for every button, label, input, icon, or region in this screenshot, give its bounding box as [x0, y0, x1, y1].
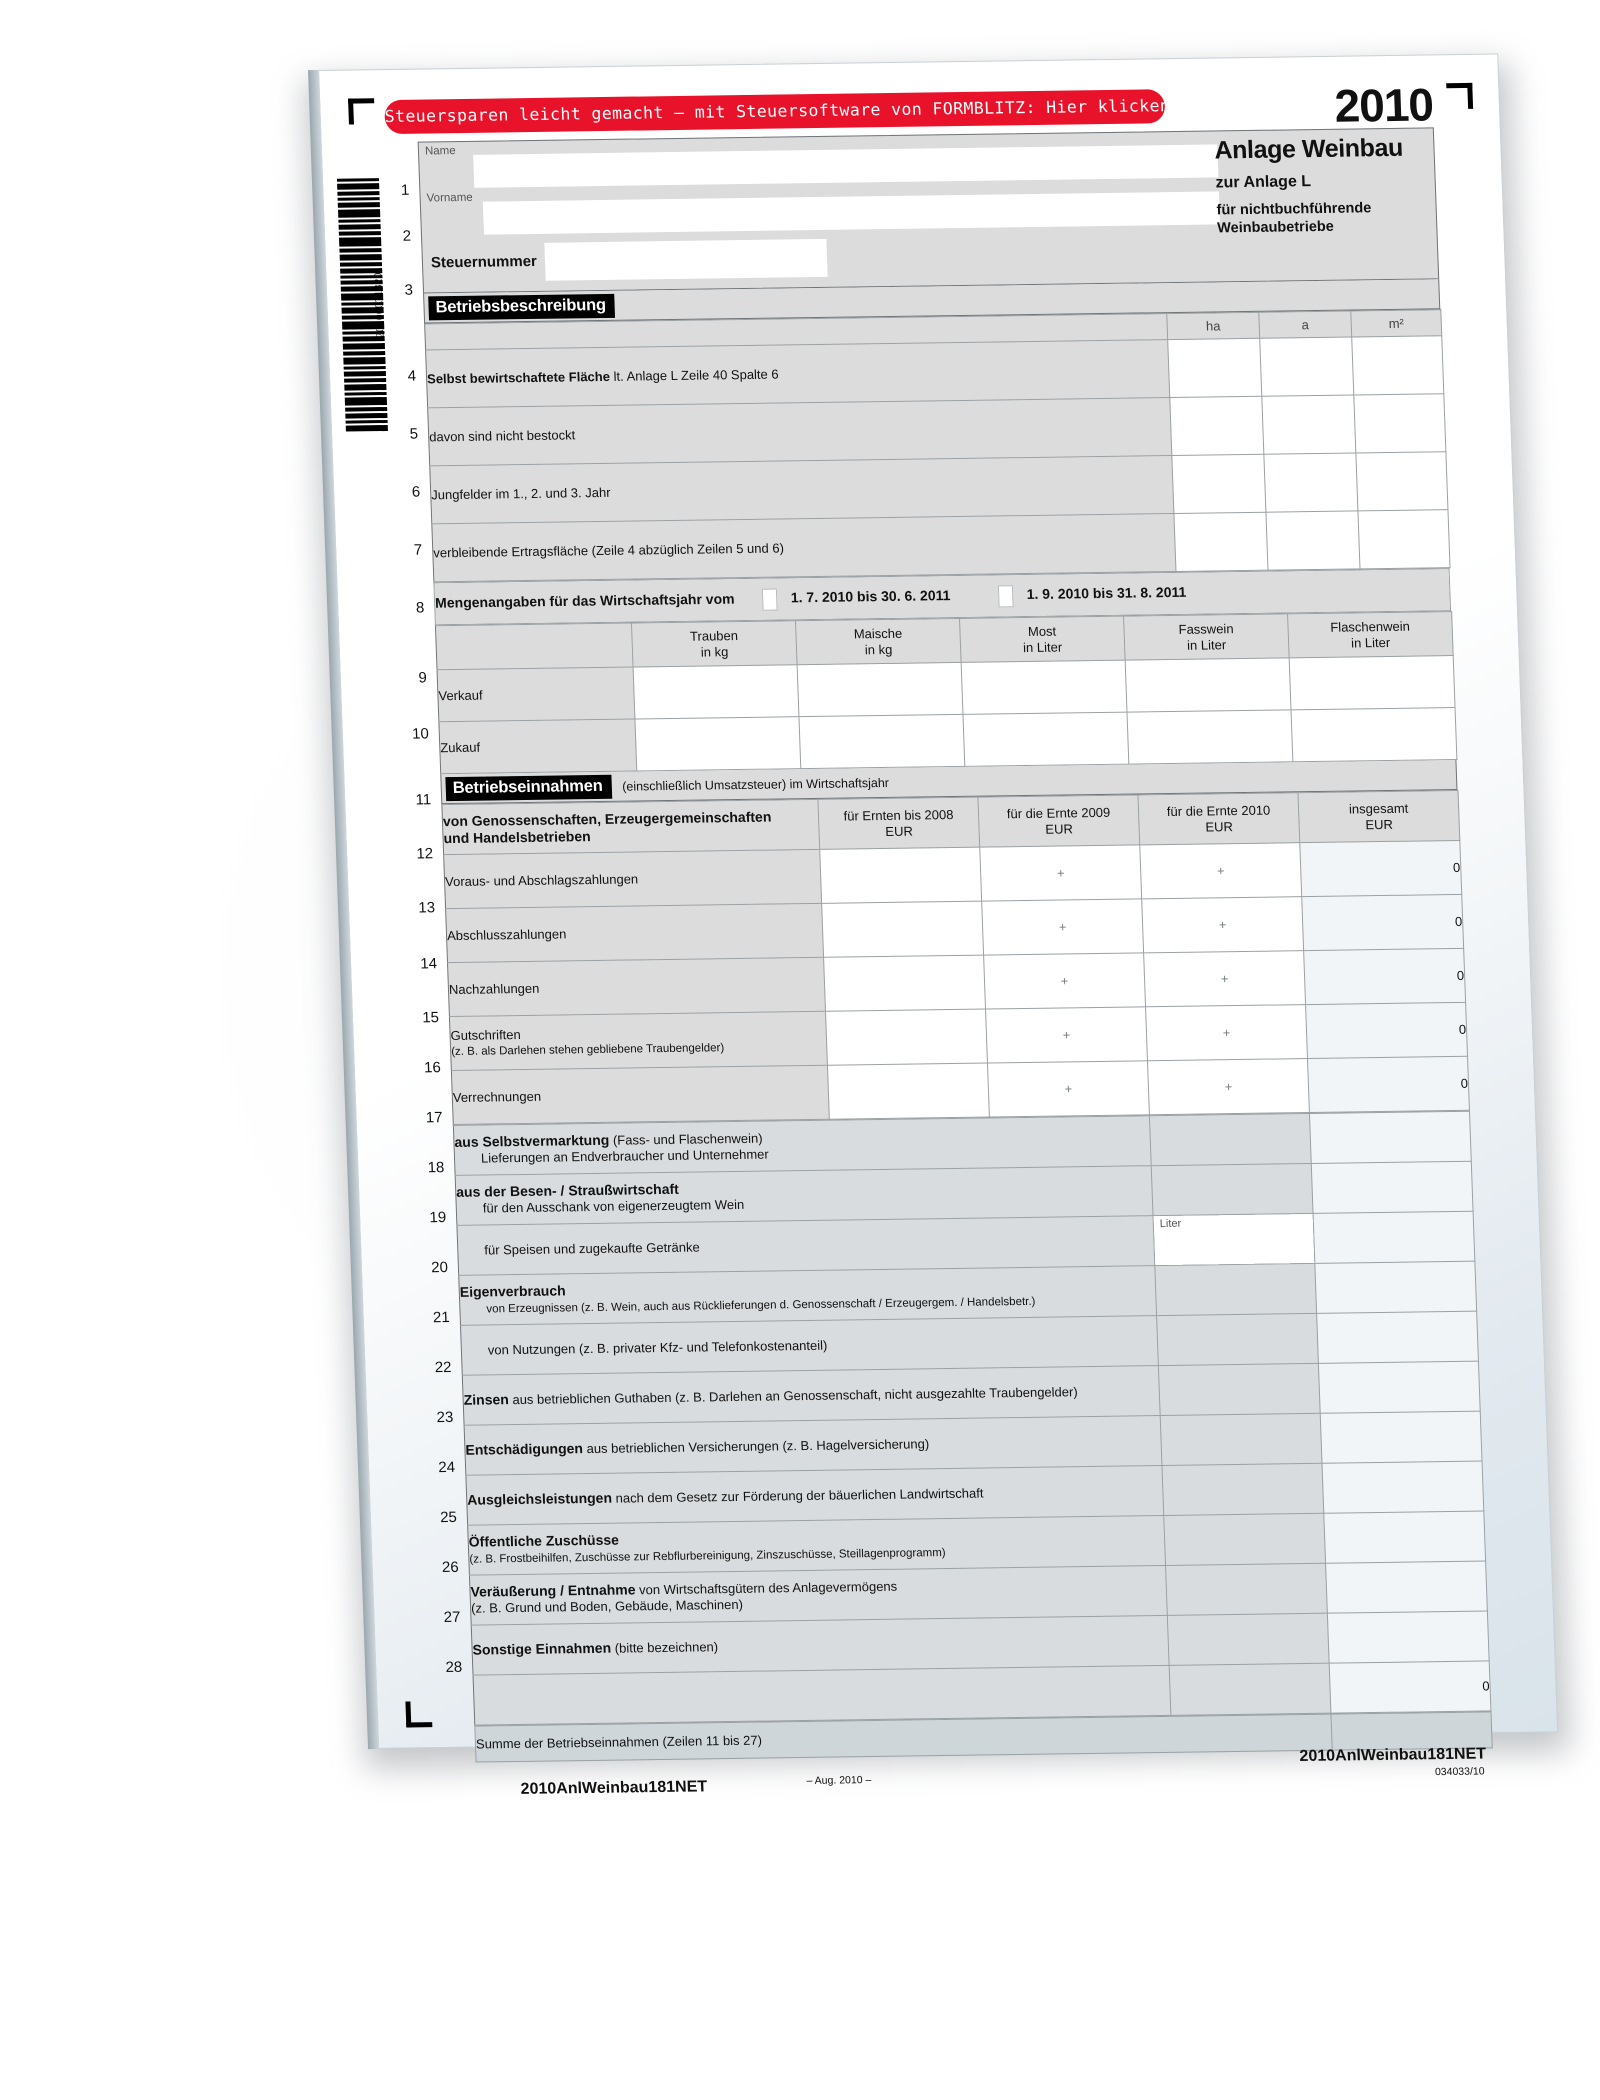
- tax-form-sheet: [318, 54, 1558, 1798]
- row-number-26: 26: [441, 1558, 459, 1577]
- other-row-label-19: Eigenverbrauch von Erzeugnissen (z. B. Wein, auch aus Rücklieferungen d. Genossenschaft / Erzeugergem. / Handelsbetr.): [459, 1266, 1157, 1326]
- bb-ha-4[interactable]: [1168, 338, 1262, 397]
- spacer-cell-20: [1157, 1313, 1319, 1365]
- liter-label: Liter: [1159, 1217, 1182, 1231]
- mengen-cell-10-1[interactable]: [799, 714, 965, 768]
- coop-c3-15[interactable]: +: [1147, 1059, 1309, 1115]
- section-betriebsbeschreibung-banner: Betriebsbeschreibung: [428, 294, 615, 321]
- row-number-28: 28: [445, 1658, 463, 1676]
- other-row-label-20: von Nutzungen (z. B. privater Kfz- und Telefonkostenanteil): [460, 1316, 1158, 1376]
- register-mark-top-right: [1446, 83, 1473, 109]
- row-number-3: 3: [404, 281, 414, 299]
- coop-row-label-13: Nachzahlungen: [448, 957, 826, 1016]
- coop-row-label-15: Verrechnungen: [451, 1065, 829, 1124]
- coop-c1-15[interactable]: [827, 1063, 989, 1119]
- mengen-row-label-10: Zukauf: [439, 719, 637, 774]
- row-number-9: 9: [418, 669, 428, 687]
- mengen-cell-9-4[interactable]: [1289, 656, 1455, 710]
- wirtschaftsjahr-option-2-checkbox[interactable]: [998, 585, 1014, 607]
- bb-m2-7[interactable]: [1358, 510, 1450, 569]
- barcode: [337, 178, 392, 538]
- row-number-17: 17: [425, 1109, 443, 1127]
- coop-row-label-11: Voraus- und Abschlagszahlungen: [444, 849, 822, 908]
- row-number-13: 13: [418, 899, 436, 917]
- other-row-value-16[interactable]: [1309, 1111, 1471, 1163]
- coop-c3-12[interactable]: +: [1142, 897, 1304, 953]
- row-number-4: 4: [407, 367, 417, 385]
- spacer-cell-16: [1149, 1114, 1311, 1166]
- coop-col-head-0: für Ernten bis 2008 EUR: [818, 797, 980, 849]
- row-number-19: 19: [429, 1209, 447, 1227]
- coop-c2-14[interactable]: +: [986, 1007, 1148, 1063]
- coop-c1-11[interactable]: [820, 847, 982, 903]
- other-row-value-27[interactable]: 0: [1329, 1661, 1491, 1713]
- footer-date-note: – Aug. 2010 –: [806, 1774, 872, 1787]
- other-row-label-18: für Speisen und zugekaufte Getränke: [457, 1216, 1155, 1276]
- sum-label: Summe der Betriebseinnahmen (Zeilen 11 bis 27): [475, 1714, 1332, 1762]
- row-number-18: 18: [427, 1159, 445, 1177]
- unit-header-0: ha: [1167, 312, 1260, 339]
- row-number-12: 12: [416, 845, 434, 863]
- coop-c1-13[interactable]: [824, 955, 986, 1011]
- mengen-col-head-4: Flaschenwein in Liter: [1288, 612, 1454, 658]
- coop-col-head-1: für die Ernte 2009 EUR: [978, 795, 1140, 847]
- other-row-value-18[interactable]: [1313, 1211, 1475, 1263]
- steuernummer-input[interactable]: [544, 239, 827, 281]
- coop-c2-13[interactable]: +: [984, 953, 1146, 1009]
- wirtschaftsjahr-option-1-checkbox[interactable]: [762, 588, 778, 610]
- row-number-2: 2: [402, 227, 412, 245]
- row-number-1: 1: [400, 181, 410, 199]
- betriebseinnahmen-other-table: [453, 1111, 1492, 1726]
- coop-total-12[interactable]: 0: [1302, 894, 1464, 950]
- spacer-cell-19: [1155, 1263, 1317, 1315]
- promo-banner[interactable]: Steuersparen leicht gemacht – mit Steuersoftware von FORMBLITZ: Hier klicken!: [384, 89, 1165, 134]
- other-row-value-22[interactable]: [1320, 1411, 1482, 1463]
- row-number-24: 24: [438, 1458, 456, 1477]
- row-number-27: 27: [443, 1608, 461, 1627]
- register-mark-bottom-left: [405, 1701, 432, 1727]
- other-row-value-21[interactable]: [1318, 1361, 1480, 1413]
- coop-total-11[interactable]: 0: [1300, 840, 1462, 896]
- coop-c3-13[interactable]: +: [1144, 951, 1306, 1007]
- betriebseinnahmen-coop-table: [441, 790, 1470, 1125]
- coop-c1-14[interactable]: [825, 1009, 987, 1065]
- other-row-label-24: Öffentliche Zuschüsse (z. B. Frostbeihilfen, Zuschüsse zur Rebflurbereinigung, Zinszuschüsse, Steillagenprogramm): [468, 1515, 1166, 1575]
- row-number-11: 11: [415, 791, 432, 809]
- coop-c2-15[interactable]: +: [987, 1061, 1149, 1117]
- coop-col-head-2: für die Ernte 2010 EUR: [1138, 793, 1300, 845]
- mengen-cell-10-0[interactable]: [635, 717, 801, 771]
- steuernummer-label: Steuernummer: [430, 252, 538, 272]
- bb-m2-4[interactable]: [1352, 336, 1444, 395]
- other-row-label-26: Sonstige Einnahmen (bitte bezeichnen): [471, 1615, 1169, 1675]
- footer-left-code: 2010AnlWeinbau181NET: [520, 1778, 708, 1798]
- bb-a-7[interactable]: [1266, 511, 1360, 570]
- unit-header-1: a: [1259, 311, 1352, 338]
- name-label: Name: [424, 145, 456, 158]
- row-number-5: 5: [409, 425, 419, 443]
- mengenangaben-table: [435, 611, 1457, 774]
- row-number-21: 21: [432, 1308, 451, 1327]
- coop-total-15[interactable]: 0: [1307, 1056, 1469, 1112]
- bb-m2-6[interactable]: [1356, 452, 1448, 511]
- form-subtitle-1: zur Anlage L: [1215, 173, 1312, 192]
- bb-row-label-6: Jungfelder im 1., 2. und 3. Jahr: [430, 456, 1174, 524]
- row-number-15: 15: [421, 1009, 440, 1027]
- bb-a-6[interactable]: [1264, 453, 1358, 512]
- spacer-cell-23: [1162, 1463, 1324, 1515]
- mengen-cell-9-3[interactable]: [1125, 658, 1291, 712]
- coop-row-label-12: Abschlusszahlungen: [446, 903, 824, 962]
- vorname-label: Vorname: [426, 191, 473, 205]
- spacer-cell-17: [1151, 1163, 1313, 1215]
- bb-a-4[interactable]: [1260, 337, 1354, 396]
- unit-header-2: m²: [1351, 310, 1442, 337]
- row-number-6: 6: [411, 483, 421, 501]
- coop-c1-12[interactable]: [822, 901, 984, 957]
- spacer-cell-22: [1160, 1413, 1322, 1465]
- mengen-cell-9-1[interactable]: [797, 662, 963, 716]
- row-number-8: 8: [415, 599, 425, 617]
- mengen-cell-9-0[interactable]: [633, 665, 799, 719]
- other-row-label-23: Ausgleichsleistungen nach dem Gesetz zur Förderung der bäuerlichen Landwirtschaft: [466, 1466, 1164, 1526]
- section-betriebseinnahmen-banner: Betriebseinnahmen: [445, 775, 612, 801]
- footer-right-code: 2010AnlWeinbau181NET: [1299, 1745, 1487, 1766]
- other-row-value-19[interactable]: [1315, 1261, 1477, 1313]
- bb-row-label-5: davon sind nicht bestockt: [428, 398, 1172, 466]
- mengen-col-head-0: Trauben in kg: [631, 621, 797, 667]
- row-number-10: 10: [411, 725, 430, 743]
- mengen-row-label-9: Verkauf: [437, 667, 635, 722]
- mengen-col-head-1: Maische in kg: [796, 618, 962, 664]
- other-row-value-25[interactable]: [1326, 1561, 1488, 1613]
- spacer-cell-27: [1169, 1663, 1331, 1715]
- coop-c3-11[interactable]: +: [1140, 843, 1302, 899]
- coop-row-label-14: Gutschriften (z. B. als Darlehen stehen gebliebene Traubengelder): [449, 1011, 827, 1070]
- barcode-number: 201000318201: [372, 266, 387, 339]
- other-row-label-25: Veräußerung / Entnahme von Wirtschaftsgütern des Anlagevermögens (z. B. Grund und Boden, Gebäude, Maschinen): [469, 1565, 1167, 1625]
- bb-row-label-4: Selbst bewirtschaftete Fläche lt. Anlage L Zeile 40 Spalte 6: [426, 340, 1170, 408]
- bb-ha-5[interactable]: [1170, 396, 1264, 455]
- row-number-14: 14: [420, 955, 438, 973]
- other-row-value-20[interactable]: [1317, 1311, 1479, 1363]
- mengen-cell-9-2[interactable]: [961, 660, 1127, 714]
- wirtschaftsjahr-option-2-label: 1. 9. 2010 bis 31. 8. 2011: [1026, 583, 1187, 602]
- bb-ha-6[interactable]: [1172, 454, 1266, 513]
- mengen-cell-10-2[interactable]: [963, 712, 1129, 766]
- other-row-value-23[interactable]: [1322, 1461, 1484, 1513]
- row-number-25: 25: [439, 1508, 458, 1527]
- coop-total-13[interactable]: 0: [1304, 948, 1466, 1004]
- other-row-value-24[interactable]: [1324, 1511, 1486, 1563]
- coop-c2-12[interactable]: +: [982, 899, 1144, 955]
- bb-a-5[interactable]: [1262, 395, 1356, 454]
- form-title-block: [1214, 134, 1430, 238]
- spacer-cell-25: [1166, 1563, 1328, 1615]
- form-year: 2010: [1333, 78, 1434, 132]
- row-number-16: 16: [423, 1059, 442, 1077]
- mengen-col-head-2: Most in Liter: [960, 616, 1126, 662]
- coop-c3-14[interactable]: +: [1146, 1005, 1308, 1061]
- register-mark-top-left: [348, 98, 375, 124]
- coop-group-label: von Genossenschaften, Erzeugergemeinschaften und Handelsbetrieben: [442, 799, 820, 854]
- liter-cell-18[interactable]: [1153, 1213, 1315, 1265]
- mengen-col-head-3: Fasswein in Liter: [1124, 614, 1290, 660]
- mengen-cell-10-4[interactable]: [1291, 708, 1457, 762]
- spacer-cell-26: [1167, 1613, 1329, 1665]
- sum-value[interactable]: [1331, 1712, 1492, 1750]
- form-subtitle-2: für nichtbuchführende Weinbaubetriebe: [1216, 200, 1372, 237]
- footer-form-id: 034033/10: [1434, 1765, 1485, 1779]
- bb-ha-7[interactable]: [1174, 512, 1268, 571]
- form-content: [319, 55, 1559, 1798]
- coop-c2-11[interactable]: +: [980, 845, 1142, 901]
- other-row-label-21: Zinsen aus betrieblichen Guthaben (z. B. Darlehen an Genossenschaft, nicht ausgezahlte Traubengelder): [462, 1366, 1160, 1426]
- coop-col-head-3: insgesamt EUR: [1298, 790, 1460, 842]
- spacer-cell-21: [1158, 1363, 1320, 1415]
- wirtschaftsjahr-option-1-label: 1. 7. 2010 bis 30. 6. 2011: [790, 587, 951, 606]
- other-row-label-16: aus Selbstvermarktung (Fass- und Flaschenwein) Lieferungen an Endverbraucher und Unternehmer: [453, 1116, 1151, 1176]
- bb-m2-5[interactable]: [1354, 394, 1446, 453]
- other-row-label-17: aus der Besen- / Straußwirtschaft für den Ausschank von eigenerzeugtem Wein: [455, 1166, 1153, 1226]
- coop-total-14[interactable]: 0: [1306, 1002, 1468, 1058]
- other-row-label-22: Entschädigungen aus betrieblichen Versicherungen (z. B. Hagelversicherung): [464, 1416, 1162, 1476]
- betriebsbeschreibung-table: [424, 309, 1450, 582]
- document-sheet-wrapper: [318, 53, 1578, 1798]
- section-betriebseinnahmen-note: (einschließlich Umsatzsteuer) im Wirtschaftsjahr: [621, 775, 890, 794]
- mengen-cell-10-3[interactable]: [1127, 710, 1293, 764]
- row-number-23: 23: [436, 1408, 454, 1427]
- bb-row-label-7: verbleibende Ertragsfläche (Zeile 4 abzüglich Zeilen 5 und 6): [432, 513, 1176, 581]
- row-number-7: 7: [413, 541, 423, 559]
- other-row-value-26[interactable]: [1327, 1611, 1489, 1663]
- mengenangaben-label: Mengenangaben für das Wirtschaftsjahr vom: [434, 590, 735, 611]
- spacer-cell-24: [1164, 1513, 1326, 1565]
- other-row-value-17[interactable]: [1311, 1161, 1473, 1213]
- row-number-20: 20: [430, 1259, 449, 1277]
- page-title: Anlage Weinbau: [1213, 133, 1404, 165]
- row-number-22: 22: [434, 1358, 452, 1377]
- other-row-label-27: [473, 1665, 1171, 1725]
